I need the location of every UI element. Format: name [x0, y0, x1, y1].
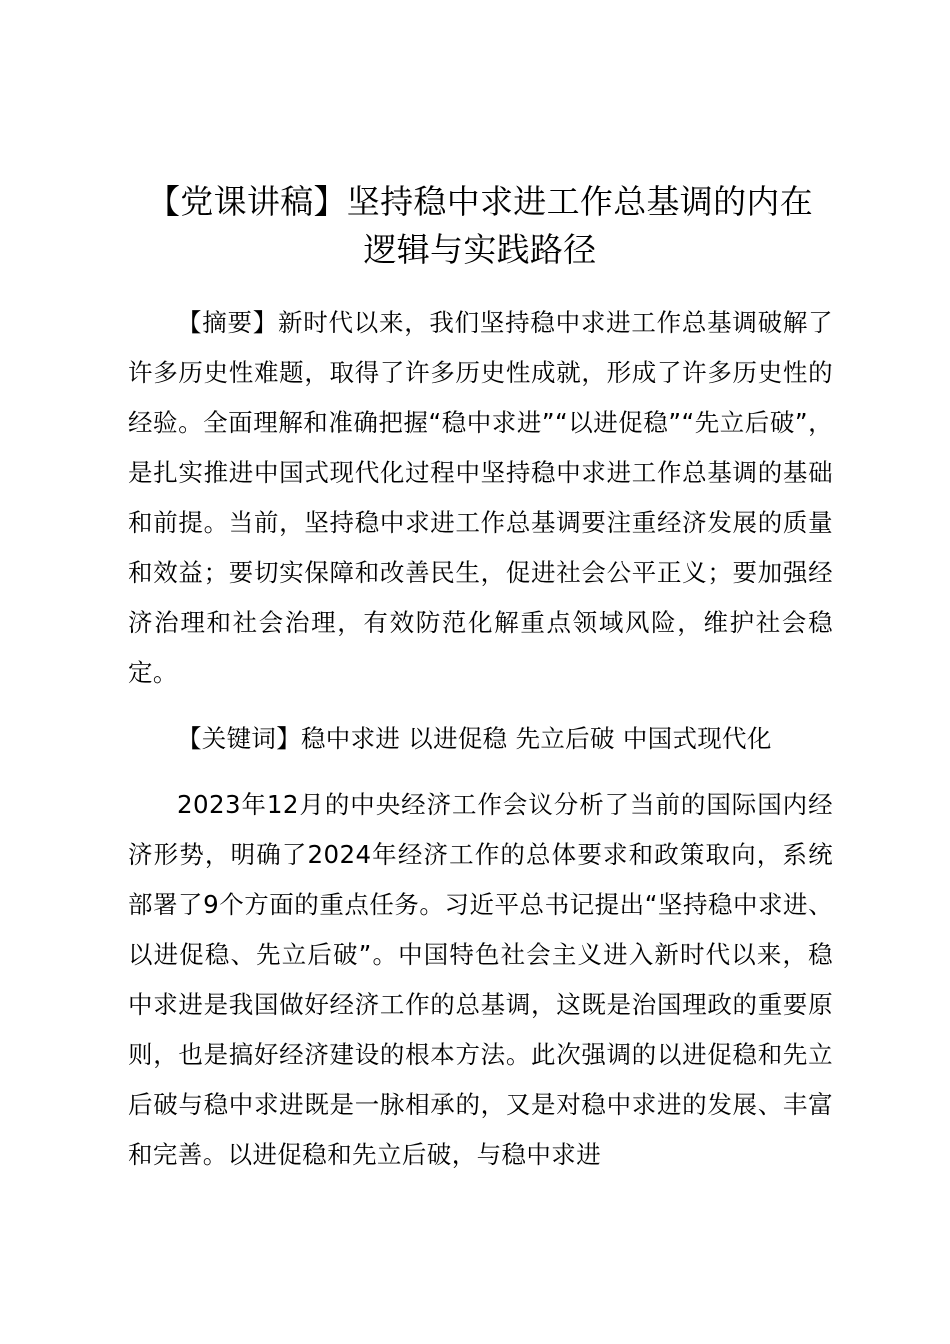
abstract-paragraph: 【摘要】新时代以来，我们坚持稳中求进工作总基调破解了许多历史性难题，取得了许多历史性成就，形成了许多历史性的经验。全面理解和准确把握“稳中求进”“以进促稳”“先立后破”，是扎实推进中国式现代化过程中坚持稳中求进工作总基调的基础和前提。当前，坚持稳中求进工作总基调要注重经济发展的质量和效益；要切实保障和改善民生，促进社会公平正义；要加强经济治理和社会治理，有效防范化解重点领域风险，维护社会稳定。: [128, 308, 833, 687]
title-line-2: 逻辑与实践路径: [363, 230, 597, 269]
document-title: [120, 178, 840, 274]
keywords-line: 【关键词】稳中求进 以进促稳 先立后破 中国式现代化: [177, 724, 772, 753]
body-paragraph: 2023年12月的中央经济工作会议分析了当前的国际国内经济形势，明确了2024年经济工作的总体要求和政策取向，系统部署了9个方面的重点任务。习近平总书记提出“坚持稳中求进、以进促稳、先立后破”。中国特色社会主义进入新时代以来，稳中求进是我国做好经济工作的总基调，这既是治国理政的重要原则，也是搞好经济建设的根本方法。此次强调的以进促稳和先立后破与稳中求进既是一脉相承的，又是对稳中求进的发展、丰富和完善。以进促稳和先立后破，与稳中求进: [128, 790, 833, 1169]
document-body: [128, 298, 833, 1180]
title-line-1: 【党课讲稿】坚持稳中求进工作总基调的内在: [147, 182, 813, 221]
